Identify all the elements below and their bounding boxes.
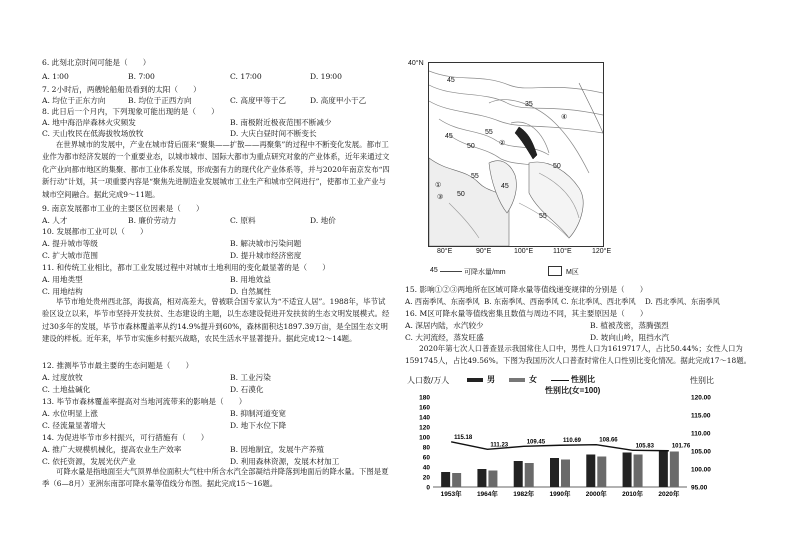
- y2-tick-label: 100.00: [691, 466, 711, 474]
- option: D. 地价: [310, 216, 336, 225]
- ratio-data-label: 115.18: [454, 434, 473, 441]
- question-6: 6. 此刻北京时间可能是（ ）: [42, 58, 151, 67]
- legend-female-label: 女: [529, 375, 537, 384]
- y2-tick-label: 115.00: [691, 412, 711, 420]
- contour-label: 45: [501, 183, 509, 190]
- option: A. 深居内陆，水汽较少: [405, 321, 484, 330]
- option: A. 水位明显上涨: [42, 409, 98, 418]
- question-10: 10. 发展都市工业可以（ ）: [42, 227, 148, 236]
- option: B. 南极附近极夜范围不断减少: [230, 118, 332, 127]
- passage-4: 2020年第七次人口普查显示我国常住人口中，男性人口为1619717人，占比50.44%；女性人口为1591745人，占比49.56%。下图为我国历次人口普查时常住人口性别比变化情况。据此完成17～18题。: [405, 344, 751, 366]
- option: B. 植被茂密，蒸腾强烈: [590, 321, 669, 330]
- option: A. 过度放牧: [42, 373, 83, 382]
- question-13: 13. 毕节市森林覆盖率提高对当地河流带来的影响是（ ）: [42, 397, 247, 406]
- contour-label: 50: [553, 163, 561, 170]
- x-tick-label: 2020年: [658, 491, 680, 498]
- chart-ylabel: 人口数/万人: [407, 376, 450, 385]
- y-tick-label: 0: [426, 484, 430, 492]
- bar-female: [597, 457, 606, 488]
- region-legend-icon: [548, 266, 562, 276]
- bar-female: [525, 463, 534, 487]
- ratio-data-label: 108.66: [599, 437, 618, 444]
- y2-tick-label: 120.00: [691, 394, 711, 402]
- option: B. 廉价劳动力: [128, 216, 177, 225]
- y-tick-label: 160: [419, 404, 430, 412]
- option: A. 均位于正东方向: [42, 96, 106, 105]
- question-16: 16. M区可降水量等值线密集且数值与周边不同，其主要原因是（ ）: [405, 309, 648, 318]
- option: D. 高度甲小于乙: [310, 96, 367, 105]
- point-label: ③: [437, 194, 444, 201]
- passage-1: 在世界城市的发展中，产业在城市背后面来“聚集——扩散——再聚集”的过程中不断变化发展。都市工业作为都市经济发展的一个重要业态，以城市城市、国际大都市为重点研究对象的产业体系，近年来通过文化产业向都市地区的集聚、都市工业体系发展，形成强有力的现代化产业体系等，并与2020年南京发布“四新行动”计划，其一项重要内容是“聚焦先进制造业发展城市工业生产和城市空间进行”，使都市工业产业与城市空间融合。据此完成9～11题。: [42, 140, 390, 199]
- option: B. 7∶00: [128, 72, 155, 81]
- option: C. 大河流经，蒸发旺盛: [405, 333, 484, 342]
- option: A. 1∶00: [42, 72, 69, 81]
- legend-ratio-label: 性别比: [571, 375, 595, 384]
- bar-female: [488, 471, 497, 488]
- option: C. 径流量显著增大: [42, 421, 106, 430]
- option: C. 17∶00: [230, 72, 262, 81]
- option: A. 人才: [42, 216, 68, 225]
- y2-tick-label: 95.00: [691, 484, 708, 492]
- option: A. 西南季风、东南季风: [405, 297, 480, 306]
- option: D. 坡向山岭，阻挡水汽: [590, 333, 669, 342]
- isoline-legend-value: 45: [430, 267, 438, 274]
- contour-label: 55: [471, 173, 479, 180]
- precipitable-water-map: [428, 62, 604, 247]
- bar-male: [659, 451, 668, 488]
- option: C. 扩大城市范围: [42, 251, 98, 260]
- question-11: 11. 和传统工业相比，都市工业发展过程中对城市土地利用的变化最显著的是（ ）: [42, 263, 330, 272]
- map-lat-label: 40°N: [408, 60, 424, 67]
- question-9: 9. 南京发展都市工业的主要区位因素是（ ）: [42, 204, 204, 213]
- point-label: ④: [561, 114, 568, 121]
- option: D. 19∶00: [310, 72, 342, 81]
- region-legend-label: M区: [566, 269, 579, 276]
- option: C. 用地结构: [42, 287, 83, 296]
- option: B. 抑制河道变宽: [230, 409, 286, 418]
- contour-label: 50: [467, 143, 475, 150]
- bar-male: [550, 458, 559, 487]
- chart-y2label: 性别比: [690, 376, 714, 385]
- bar-male: [514, 461, 523, 487]
- lon-label: 110°E: [553, 248, 572, 255]
- passage-3: 可降水量是指地面至大气顶界单位面积大气柱中所含水汽全部凝结并降落到地面后的降水量。下图是夏季（6—8月）亚洲东南部可降水量等值线分布图。据此完成15～16题。: [42, 467, 389, 489]
- y-tick-label: 180: [419, 394, 430, 402]
- ratio-data-label: 101.76: [671, 443, 691, 450]
- x-tick-label: 1964年: [476, 491, 498, 498]
- x-tick-label: 1990年: [549, 491, 571, 498]
- option: B. 工业污染: [230, 373, 271, 382]
- map-contours: [429, 63, 603, 246]
- contour-label: 50: [457, 191, 465, 198]
- option: D. 利用森林资源，发展木材加工: [230, 457, 340, 466]
- option: B. 东南季风、西南季风: [484, 297, 559, 306]
- isoline-legend-icon: [440, 271, 462, 272]
- option: D. 地下水位下降: [230, 421, 287, 430]
- option: B. 因地制宜，发展牛产养殖: [230, 445, 324, 454]
- contour-label: 35: [525, 101, 533, 108]
- ratio-data-label: 110.69: [563, 438, 582, 445]
- y-tick-label: 60: [422, 454, 430, 462]
- x-tick-label: 1953年: [440, 491, 462, 498]
- bar-male: [441, 472, 450, 487]
- x-tick-label: 2010年: [622, 491, 644, 498]
- option: A. 提升城市等级: [42, 239, 98, 248]
- passage-2: 毕节市地处贵州西北部，海拔高，相对高差大，曾被联合国专家认为“不适宜人居”。1988年，毕节试验区设立以来，毕节市坚持开发扶贫、生态建设的主题，以生态建设促进开发扶贫的生态文明发展模式。经过30多年的发展，毕节市森林覆盖率从约14.9%提升到60%，森林面积达1897.39万亩，是全国生态文明建设的样板。近年来，毕节市实施乡村振兴战略，农民生活水平显著提升。据此完成12～14题。: [42, 297, 390, 344]
- option: D. 石漠化: [230, 385, 264, 394]
- option: B. 均位于正西方向: [128, 96, 192, 105]
- bar-female: [634, 455, 643, 488]
- option: D. 西北季风、东南季风: [645, 297, 720, 306]
- bar-female: [561, 460, 570, 488]
- y-tick-label: 20: [422, 474, 430, 482]
- option: C. 原料: [230, 216, 256, 225]
- contour-label: 55: [539, 213, 547, 220]
- question-14: 14. 为促进毕节市乡村振兴，可行措施有（ ）: [42, 433, 209, 442]
- question-8: 8. 此日后一个月内，下列现象可能出现的是（ ）: [42, 107, 219, 116]
- y-tick-label: 120: [419, 424, 430, 432]
- option: A. 用地类型: [42, 275, 83, 284]
- bar-female: [452, 473, 461, 487]
- lon-label: 80°E: [437, 248, 453, 255]
- x-tick-label: 2000年: [585, 491, 607, 498]
- option: C. 土地盐碱化: [42, 385, 91, 394]
- lon-label: 90°E: [476, 248, 492, 255]
- y-tick-label: 140: [419, 414, 430, 422]
- question-12: 12. 推测毕节市最主要的生态问题是（ ）: [42, 361, 194, 370]
- lon-label: 100°E: [514, 248, 534, 255]
- contour-label: 45: [447, 77, 455, 84]
- question-15: 15. 影响①②③两地所在区域可降水量等值线递变规律的分别是（ ）: [405, 285, 648, 294]
- legend-male-label: 男: [487, 375, 495, 384]
- option: C. 高度甲等于乙: [230, 96, 286, 105]
- y-tick-label: 80: [422, 444, 430, 452]
- x-tick-label: 1982年: [513, 491, 535, 498]
- chart-plot: [405, 375, 725, 505]
- sex-ratio-chart: [405, 375, 725, 505]
- option: D. 自然属性: [230, 287, 272, 296]
- bar-male: [623, 453, 632, 488]
- option: C. 天山牧民在低海拔牧场放牧: [42, 129, 144, 138]
- option: C. 依托资源，发展光伏产业: [42, 457, 136, 466]
- point-label: ①: [435, 182, 442, 189]
- y-tick-label: 40: [422, 464, 430, 472]
- y-tick-label: 100: [419, 434, 430, 442]
- y2-tick-label: 105.00: [691, 448, 711, 456]
- ratio-data-label: 105.83: [635, 443, 654, 450]
- contour-label: 55: [485, 129, 493, 136]
- option: B. 解决城市污染问题: [230, 239, 302, 248]
- chart-title: 性别比(女=100): [545, 386, 601, 395]
- bar-male: [586, 455, 595, 488]
- question-7: 7. 2小时后，两艘轮船船员看到的太阳（ ）: [42, 85, 201, 94]
- option: D. 提升城市经济密度: [230, 251, 302, 260]
- option: A. 地中海沿岸森林火灾频发: [42, 118, 136, 127]
- option: C. 东北季风、西北季风: [561, 297, 636, 306]
- y2-tick-label: 110.00: [691, 430, 711, 438]
- point-label: ②: [499, 140, 506, 147]
- option: D. 大庆白昼时间不断变长: [230, 129, 317, 138]
- lon-label: 120°E: [592, 248, 612, 255]
- bar-female: [670, 452, 679, 488]
- bar-male: [477, 469, 486, 487]
- contour-label: 45: [445, 133, 453, 140]
- ratio-data-label: 109.45: [526, 439, 546, 446]
- option: A. 推广大规模机械化，提高农业生产效率: [42, 445, 182, 454]
- isoline-legend-label: 可降水量/mm: [464, 269, 506, 276]
- ratio-data-label: 111.23: [490, 442, 509, 449]
- option: B. 用地效益: [230, 275, 271, 284]
